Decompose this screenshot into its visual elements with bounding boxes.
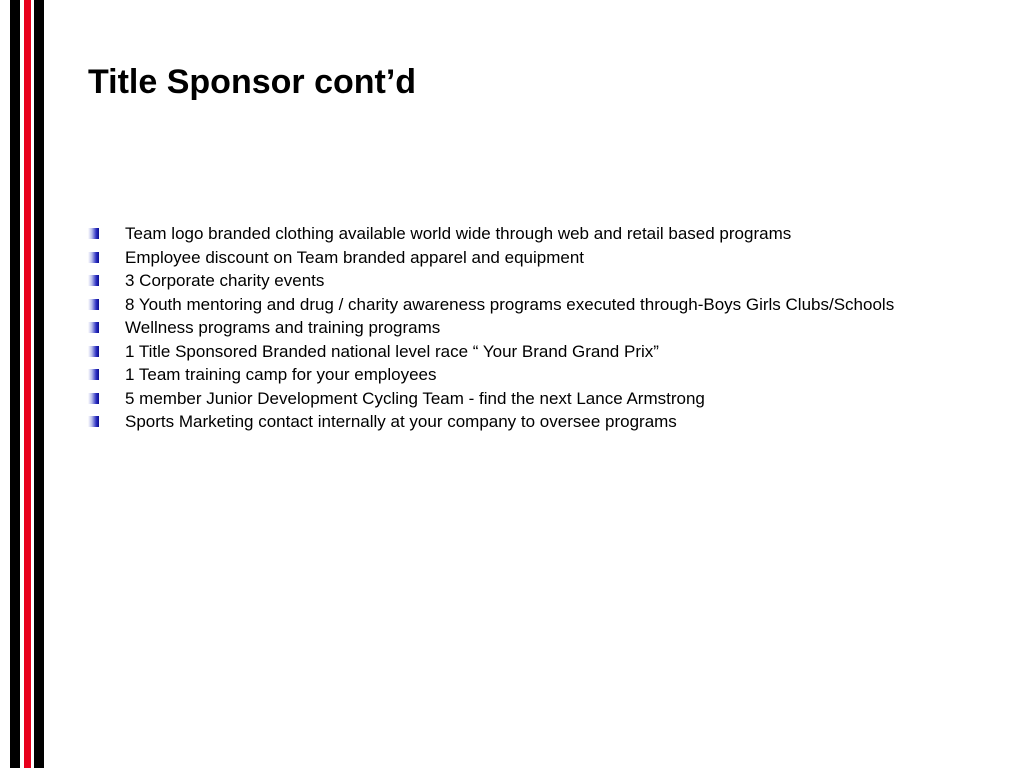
bullet-text: Team logo branded clothing available world wide through web and retail based programs	[125, 224, 792, 243]
bullet-text: 3 Corporate charity events	[125, 271, 325, 290]
gradient-square-bullet-icon	[88, 416, 99, 427]
bullet-item	[88, 319, 918, 337]
bullet-item	[88, 296, 918, 314]
bullet-text: 1 Team training camp for your employees	[125, 365, 437, 384]
gradient-square-bullet-icon	[88, 369, 99, 380]
bullet-item	[88, 366, 918, 384]
gradient-square-bullet-icon	[88, 228, 99, 239]
left-border-red-stripe	[24, 0, 31, 768]
slide-title: Title Sponsor cont’d	[88, 63, 417, 101]
left-border-white-gap	[20, 0, 23, 768]
bullet-item	[88, 249, 918, 267]
gradient-square-bullet-icon	[88, 299, 99, 310]
bullet-text: 1 Title Sponsored Branded national level race “ Your Brand Grand Prix”	[125, 341, 659, 361]
gradient-square-bullet-icon	[88, 275, 99, 286]
gradient-square-bullet-icon	[88, 252, 99, 263]
bullet-item	[88, 225, 918, 243]
left-border-black-stripe	[10, 0, 20, 768]
bullet-item	[88, 272, 918, 290]
gradient-square-bullet-icon	[88, 393, 99, 404]
bullet-text: Employee discount on Team branded apparel and equipment	[125, 247, 584, 267]
bullet-item	[88, 413, 918, 431]
left-border-black-stripe	[34, 0, 44, 768]
bullet-list	[88, 225, 918, 437]
gradient-square-bullet-icon	[88, 322, 99, 333]
bullet-text: Wellness programs and training programs	[125, 318, 441, 337]
bullet-item	[88, 343, 918, 361]
bullet-text: Sports Marketing contact internally at your company to oversee programs	[125, 412, 677, 431]
bullet-text: 8 Youth mentoring and drug / charity awareness programs executed through-Boys Girls Clubs/Schools	[125, 294, 895, 314]
gradient-square-bullet-icon	[88, 346, 99, 357]
bullet-item	[88, 390, 918, 408]
bullet-text: 5 member Junior Development Cycling Team - find the next Lance Armstrong	[125, 388, 705, 408]
